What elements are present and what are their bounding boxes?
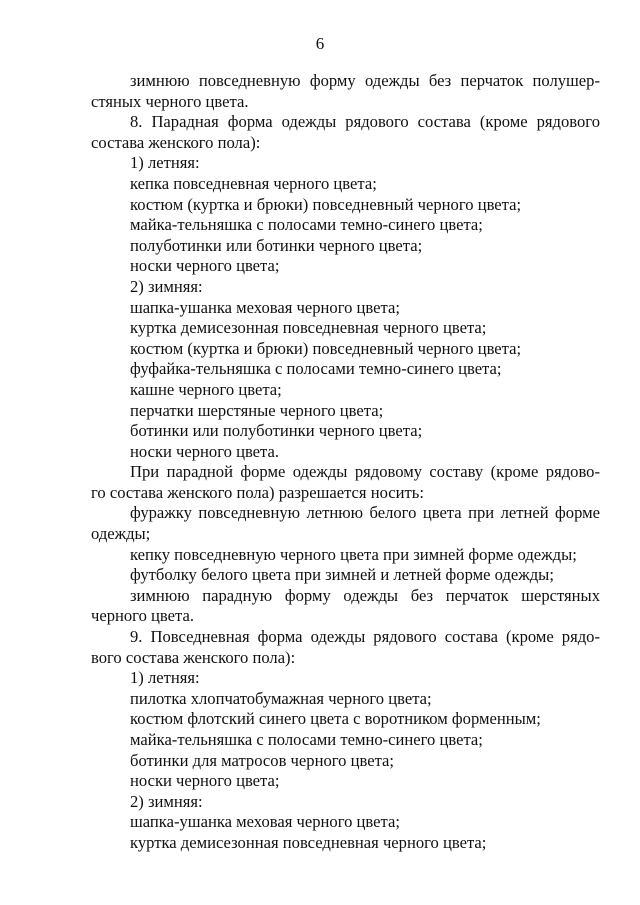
text-line: кепку повседневную черного цвета при зимней форме одежды; — [130, 544, 577, 564]
text-line: костюм (куртка и брюки) повседневный черного цвета; — [130, 194, 522, 214]
text-line: куртка демисезонная повседневная черного цвета; — [130, 318, 487, 338]
text-line: ботинки для матросов черного цвета; — [130, 750, 394, 770]
text-line: зимнюю повседневную форму одежды без перчаток полушер- — [130, 71, 600, 90]
text-line: 9. Повседневная форма одежды рядового состава (кроме рядо- — [130, 627, 600, 647]
text-line: майка-тельняшка с полосами темно-синего цвета; — [130, 730, 483, 749]
text-line: одежды; — [91, 524, 151, 544]
text-line: носки черного цвета; — [130, 256, 280, 276]
text-line: состава женского пола): — [91, 132, 261, 152]
text-line: шапка-ушанка меховая черного цвета; — [130, 297, 400, 317]
text-line: кепка повседневная черного цвета; — [130, 173, 377, 193]
text-line: 1) летняя: — [130, 153, 200, 173]
text-line: носки черного цвета; — [130, 771, 280, 791]
text-line: стяных черного цвета. — [91, 91, 249, 111]
text-line: 2) зимняя: — [130, 791, 203, 811]
text-line: 8. Парадная форма одежды рядового состава (кроме рядового — [130, 112, 600, 132]
text-line: вого состава женского пола): — [91, 647, 296, 667]
text-line: куртка демисезонная повседневная черного цвета; — [130, 832, 487, 852]
text-line: 1) летняя: — [130, 668, 200, 688]
text-line: фуфайка-тельняшка с полосами темно-синего цвета; — [130, 359, 502, 379]
text-line: черного цвета. — [91, 606, 194, 626]
text-line: кашне черного цвета; — [130, 379, 282, 399]
text-line: 2) зимняя: — [130, 276, 203, 296]
text-line: носки черного цвета. — [130, 441, 280, 461]
text-line: перчатки шерстяные черного цвета; — [130, 400, 384, 420]
text-line: го состава женского пола) разрешается носить: — [91, 482, 424, 502]
text-line: фуражку повседневную летнюю белого цвета при летней форме — [130, 503, 600, 523]
text-line: майка-тельняшка с полосами темно-синего цвета; — [130, 215, 483, 235]
document-body — [91, 71, 600, 854]
text-line: костюм флотский синего цвета с воротником форменным; — [130, 709, 541, 729]
text-line: При парадной форме одежды рядовому составу (кроме рядово- — [130, 462, 600, 482]
text-line: полуботинки или ботинки черного цвета; — [130, 235, 423, 255]
text-line: пилотка хлопчатобумажная черного цвета; — [130, 688, 432, 708]
text-line: зимнюю парадную форму одежды без перчаток шерстяных — [130, 585, 600, 605]
text-line: ботинки или полуботинки черного цвета; — [130, 421, 423, 441]
text-line: футболку белого цвета при зимней и летней форме одежды; — [130, 565, 554, 585]
text-line: шапка-ушанка меховая черного цвета; — [130, 812, 400, 832]
text-line: костюм (куртка и брюки) повседневный черного цвета; — [130, 338, 522, 358]
page-number: 6 — [315, 34, 325, 53]
